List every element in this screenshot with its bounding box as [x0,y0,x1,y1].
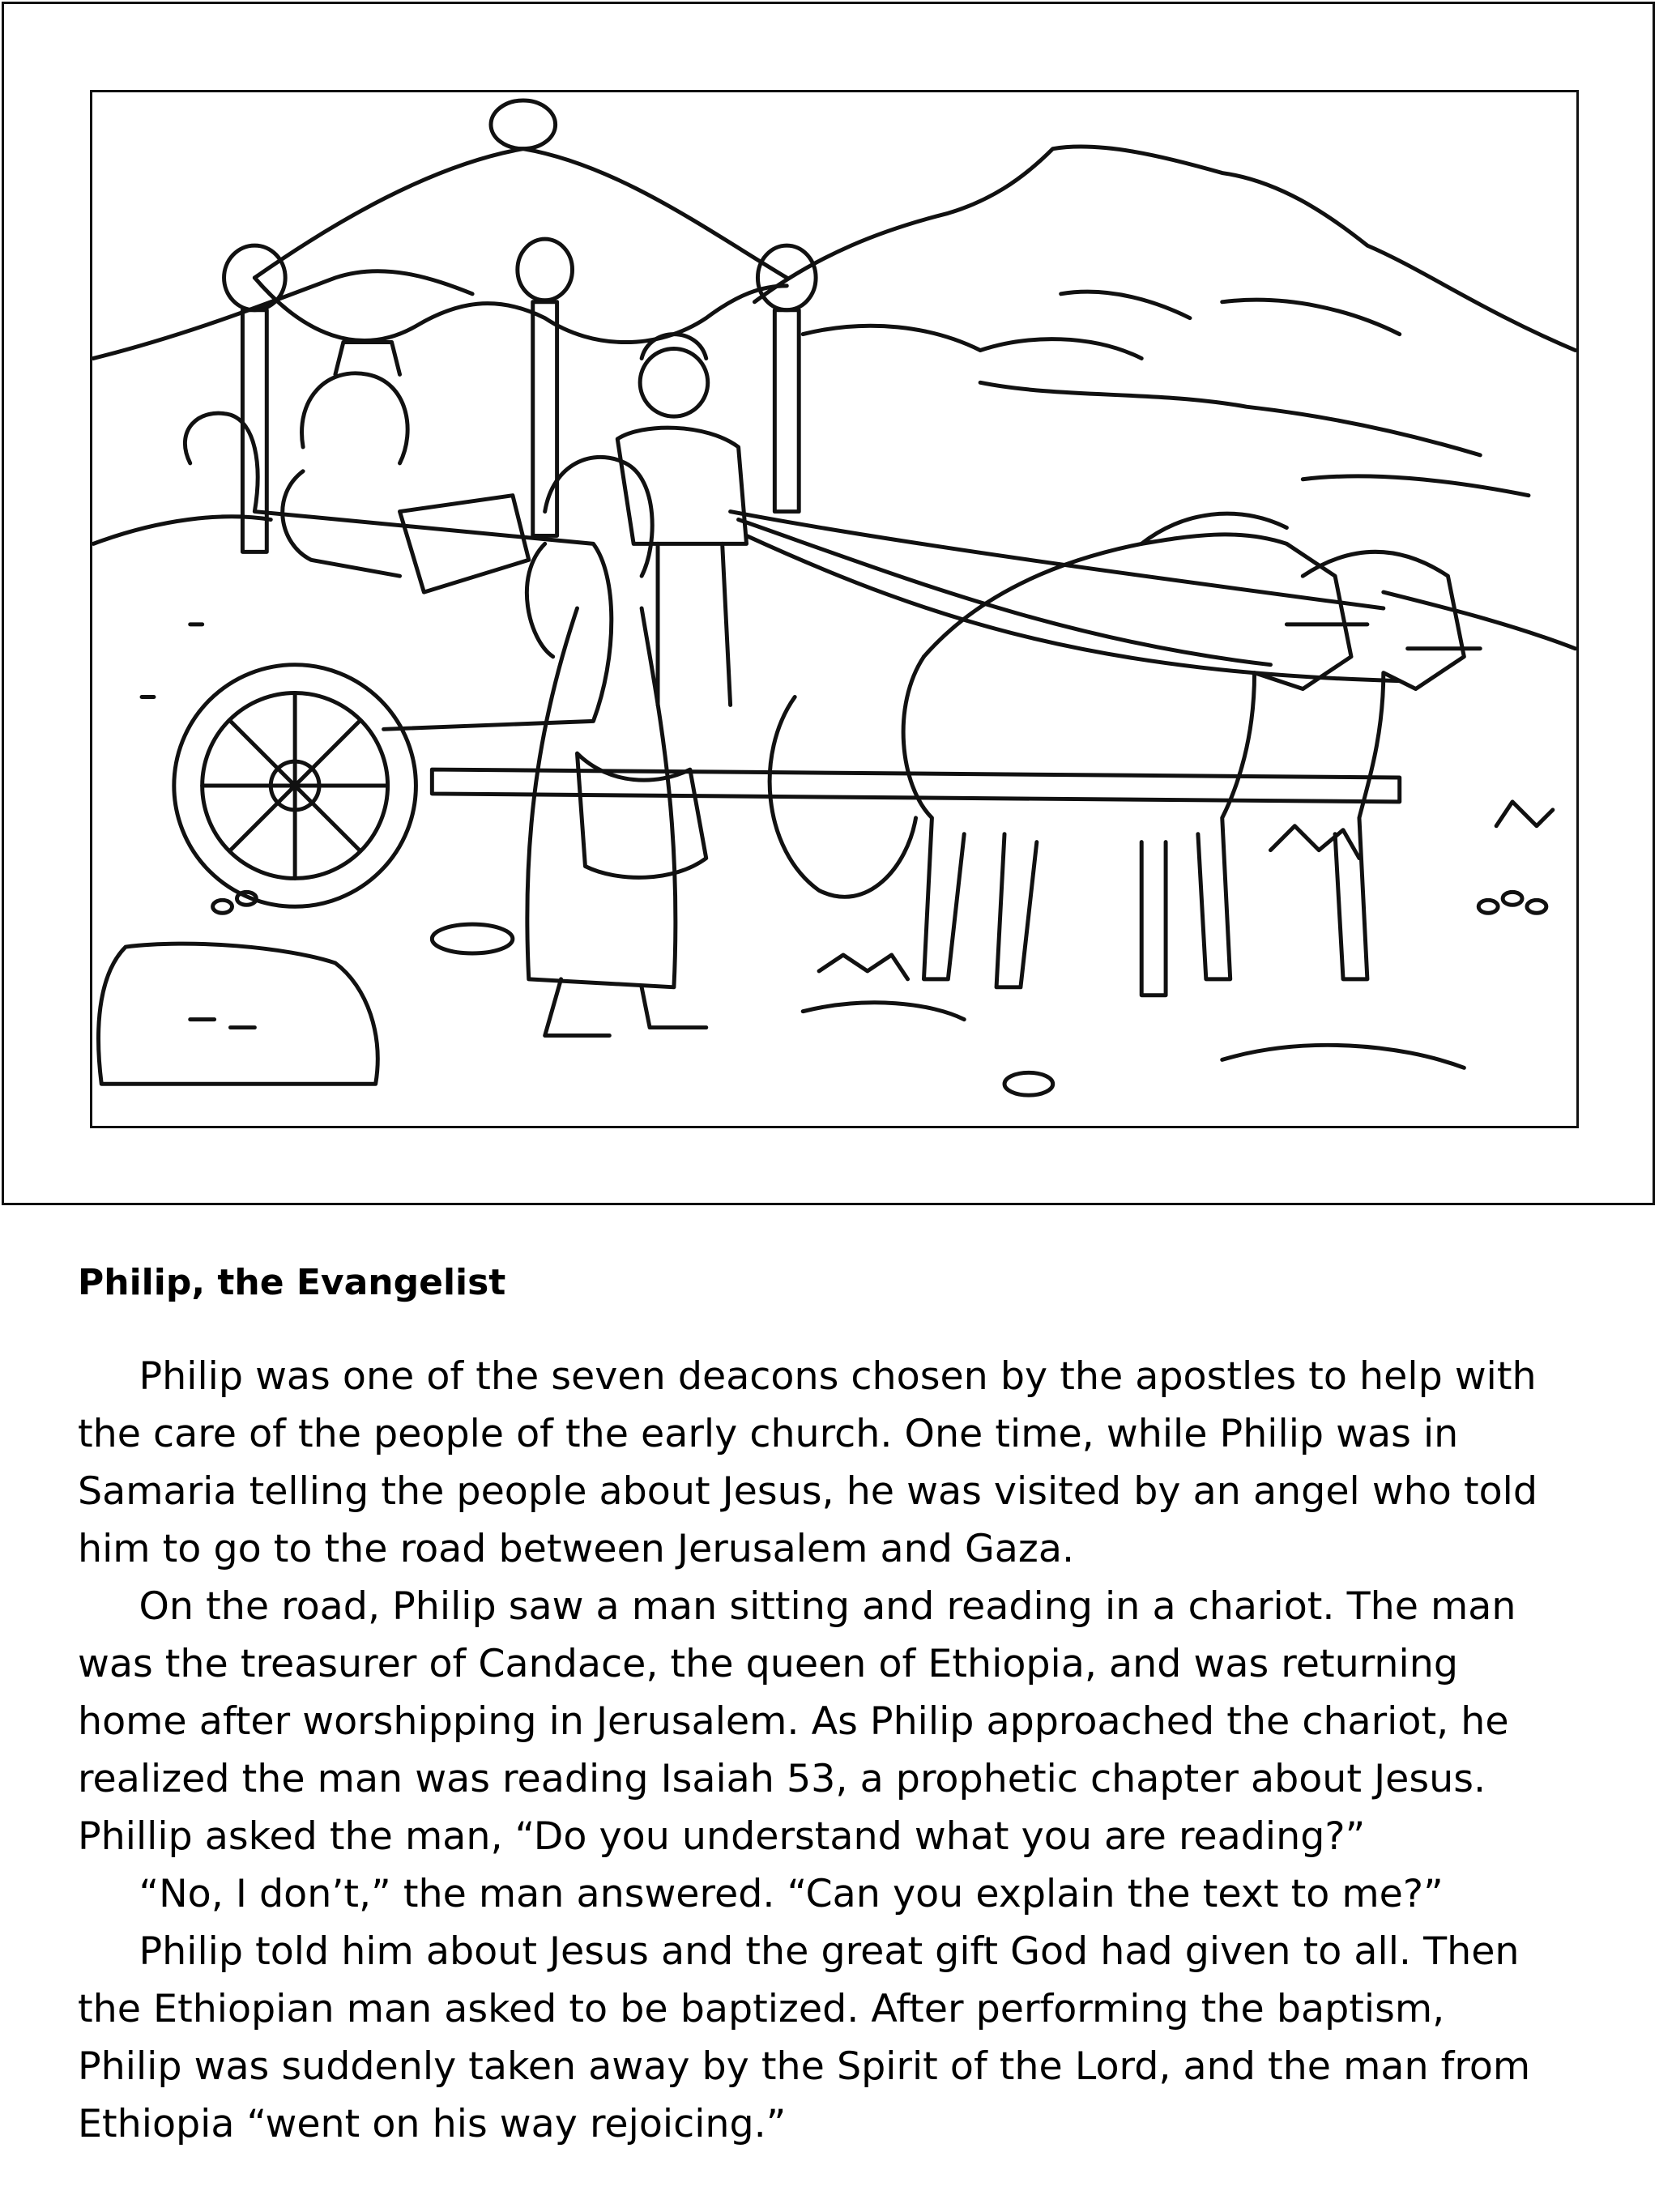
illustration-outer-frame [2,2,1655,1205]
story-line: the care of the people of the early church. One time, while Philip was in [78,1412,1459,1456]
story-line: realized the man was reading Isaiah 53, a prophetic chapter about Jesus. [78,1757,1486,1801]
story-line: Samaria telling the people about Jesus, he was visited by an angel who told [78,1469,1537,1514]
reins-drawing [731,512,1400,681]
chariot-canopy-drawing [224,100,817,552]
story-line: On the road, Philip saw a man sitting and reading in a chariot. The man [78,1584,1516,1629]
story-line: Ethiopia “went on his way rejoicing.” [78,2102,787,2146]
driver-drawing [617,335,746,705]
coloring-illustration [90,90,1579,1128]
story-line: him to go to the road between Jerusalem and Gaza. [78,1527,1075,1571]
story-line: Philip was suddenly taken away by the Spirit of the Lord, and the man from [78,2044,1531,2089]
chariot-drawing [174,413,1400,906]
horses-drawing [903,514,1480,995]
story-line: Philip told him about Jesus and the great gift God had given to all. Then [78,1929,1520,1974]
story-line: Philip was one of the seven deacons chosen by the apostles to help with [78,1354,1537,1399]
story-line: the Ethiopian man asked to be baptized. After performing the baptism, [78,1987,1445,2031]
story-title: Philip, the Evangelist [78,1262,506,1303]
story-line: home after worshipping in Jerusalem. As Philip approached the chariot, he [78,1699,1509,1744]
mountains-drawing [93,147,1575,455]
story-line: was the treasurer of Candace, the queen of Ethiopia, and was returning [78,1642,1458,1686]
story-line: “No, I don’t,” the man answered. “Can you explain the text to me?” [78,1872,1444,1916]
ethiopian-man-drawing [283,343,529,593]
story-line: Phillip asked the man, “Do you understand what you are reading?” [78,1814,1366,1859]
story-body [78,1348,1617,2153]
